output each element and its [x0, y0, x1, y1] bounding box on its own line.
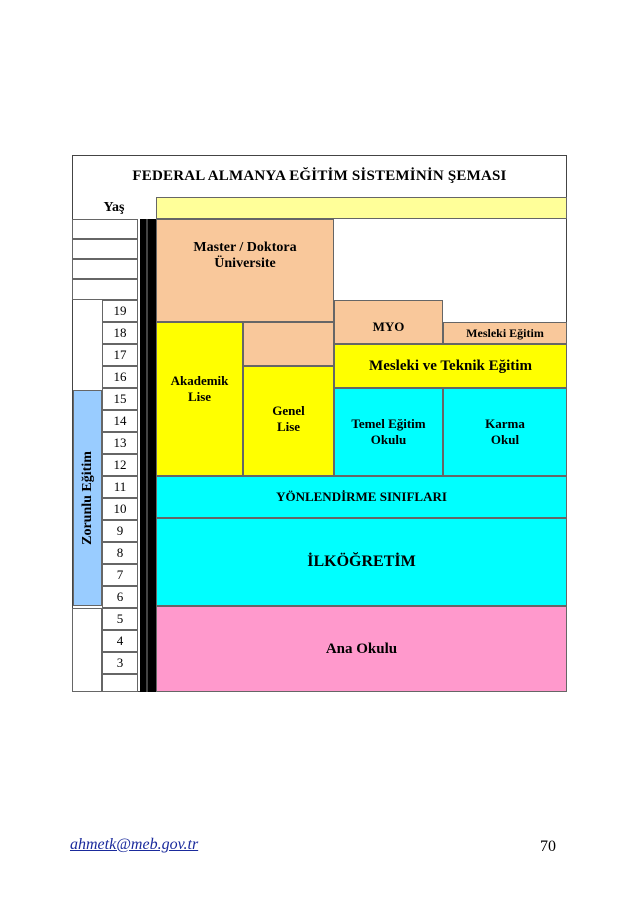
empty-row [72, 279, 138, 300]
empty-row [72, 259, 138, 279]
age-cell: 13 [102, 432, 138, 454]
age-cell: 9 [102, 520, 138, 542]
basic-school-block [334, 388, 443, 476]
empty-cell [72, 608, 102, 692]
compulsory-label: Zorunlu Eğitim [79, 451, 95, 545]
age-cell: 3 [102, 652, 138, 674]
orientation-block [156, 476, 567, 518]
age-cell [102, 674, 138, 692]
academic-line2: Lise [187, 389, 212, 404]
basic-line1: Temel Eğitim [351, 416, 426, 431]
kindergarten-block [156, 606, 567, 692]
general-line1: Genel [272, 403, 305, 418]
age-cell: 15 [102, 388, 138, 410]
age-cell: 18 [102, 322, 138, 344]
technical-education-block [334, 344, 567, 388]
primary-label: İLKÖĞRETİM [307, 553, 416, 570]
age-axis-divider [146, 219, 148, 692]
myo-block [334, 300, 443, 344]
myo-label: MYO [372, 319, 405, 334]
university-line2: Üniversite [214, 256, 276, 271]
academic-line1: Akademik [170, 373, 229, 388]
primary-education-block [156, 518, 567, 606]
age-header-bar [156, 197, 567, 219]
diagram-title: FEDERAL ALMANYA EĞİTİM SİSTEMİNİN ŞEMASI [132, 167, 507, 184]
age-cell: 17 [102, 344, 138, 366]
orientation-label: YÖNLENDİRME SINIFLARI [276, 489, 447, 504]
age-cell: 4 [102, 630, 138, 652]
age-cell: 16 [102, 366, 138, 388]
kindergarten-label: Ana Okulu [325, 640, 398, 657]
age-cell: 6 [102, 586, 138, 608]
university-block [156, 219, 334, 322]
mixed-line1: Karma [485, 416, 525, 431]
age-cell: 19 [102, 300, 138, 322]
empty-row [72, 239, 138, 259]
mixed-school-block [443, 388, 567, 476]
general-line2: Lise [276, 419, 301, 434]
age-cell: 10 [102, 498, 138, 520]
vocational-label: Mesleki Eğitim [466, 325, 544, 340]
age-cell: 7 [102, 564, 138, 586]
age-cell: 5 [102, 608, 138, 630]
empty-row [72, 219, 138, 239]
general-school-block [243, 366, 334, 476]
age-cell: 12 [102, 454, 138, 476]
age-header-label: Yaş [103, 200, 125, 215]
age-cell: 14 [102, 410, 138, 432]
vocational-block [443, 322, 567, 344]
mixed-line2: Okul [490, 432, 520, 447]
academic-school-block [156, 322, 243, 476]
age-cell: 11 [102, 476, 138, 498]
age-cell: 8 [102, 542, 138, 564]
upper-peach-block [243, 322, 334, 366]
footer-email-link[interactable]: ahmetk@meb.gov.tr [70, 836, 199, 853]
age-axis-bar [140, 219, 156, 692]
technical-label: Mesleki ve Teknik Eğitim [369, 357, 532, 374]
basic-line2: Okulu [370, 432, 407, 447]
university-line1: Master / Doktora [193, 240, 297, 255]
page-number: 70 [540, 838, 556, 855]
